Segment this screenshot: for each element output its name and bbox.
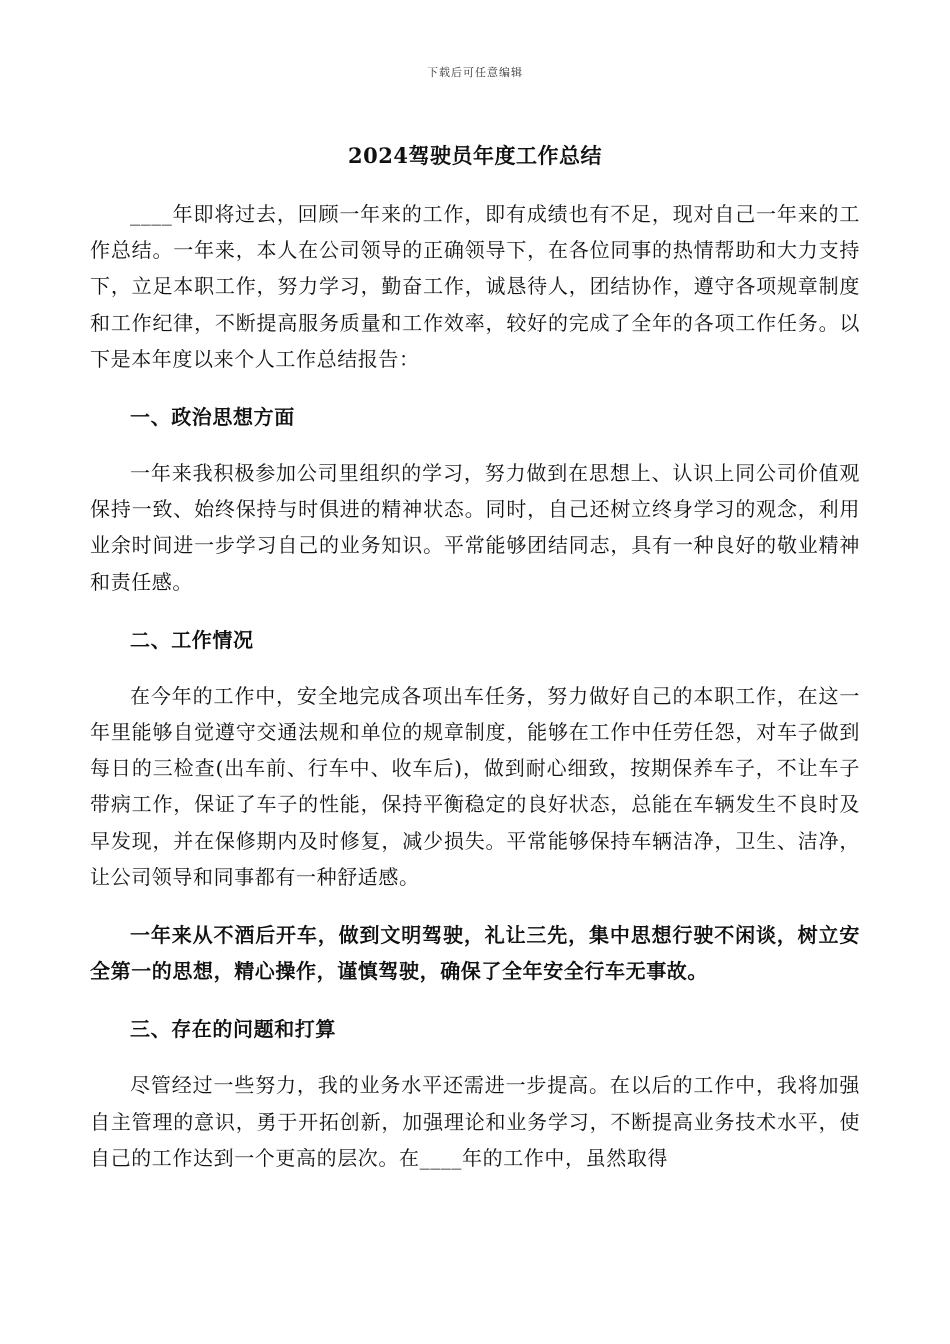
section1-heading: 一、政治思想方面: [130, 405, 295, 430]
section3-text-before: 尽管经过一些努力，我的业务水平还需进一步提高。在以后的工作中，我将加强自主管理的意识，勇于开拓创新，加强理论和业务学习，不断提高业务技术水平，使自己的工作达到一个更高的层次。在: [90, 1073, 860, 1170]
document-body: [90, 196, 860, 1176]
section3-heading: 三、存在的问题和打算: [130, 1017, 336, 1042]
document-title: 2024驾驶员年度工作总结: [348, 143, 602, 168]
header-note: 下载后可任意编辑: [427, 66, 523, 79]
intro-text: 年即将过去，回顾一年来的工作，即有成绩也有不足，现对自己一年来的工作总结。一年来，本人在公司领导的正确领导下，在各位同事的热情帮助和大力支持下，立足本职工作，努力学习，勤奋工作，诚恳待人，团结协作，遵守各项规章制度和工作纪律，不断提高服务质量和工作效率，较好的完成了全年的各项工作任务。以下是本年度以来个人工作总结报告：: [90, 202, 860, 371]
section2-heading: 二、工作情况: [130, 627, 254, 652]
section2-bold-paragraph: 一年来从不酒后开车，做到文明驾驶，礼让三先，集中思想行驶不闲谈，树立安全第一的思想，精心操作，谨慎驾驶，确保了全年安全行车无事故。: [90, 923, 860, 984]
section3-blank: ____: [419, 1145, 463, 1170]
intro-blank: ____: [130, 202, 173, 226]
section3-text-after: 年的工作中，虽然取得: [462, 1145, 669, 1170]
section1-paragraph: 一年来我积极参加公司里组织的学习，努力做到在思想上、认识上同公司价值观保持一致、始终保持与时俱进的精神状态。同时，自己还树立终身学习的观念，利用业余时间进一步学习自己的业务知识。平常能够团结同志，具有一种良好的敬业精神和责任感。: [90, 461, 860, 594]
section3-paragraph: [90, 1067, 860, 1176]
intro-paragraph: [90, 196, 860, 377]
section2-paragraph: 在今年的工作中，安全地完成各项出车任务，努力做好自己的本职工作，在这一年里能够自觉遵守交通法规和单位的规章制度，能够在工作中任劳任怨，对车子做到每日的三检查(出车前、行车中、收车后)，做到耐心细致，按期保养车子，不让车子带病工作，保证了车子的性能，保持平衡稳定的良好状态，总能在车辆发生不良时及早发现，并在保修期内及时修复，减少损失。平常能够保持车辆洁净，卫生、洁净，让公司领导和同事都有一种舒适感。: [90, 683, 860, 889]
